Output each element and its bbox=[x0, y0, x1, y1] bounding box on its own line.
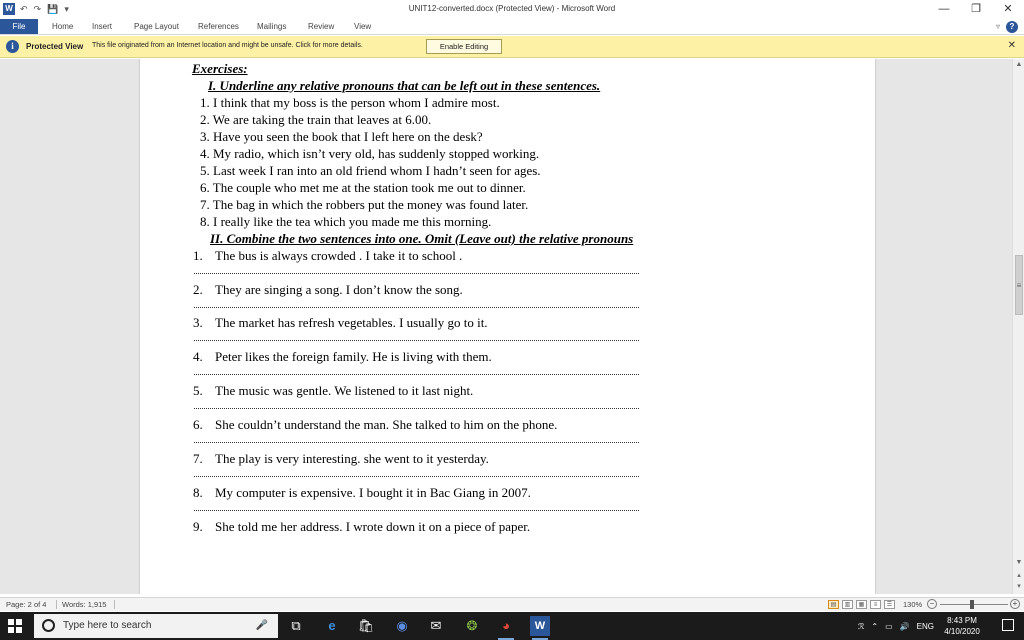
status-divider bbox=[114, 600, 115, 609]
scroll-grip-icon: ≡ bbox=[1016, 281, 1022, 290]
zoom-level[interactable]: 130% bbox=[903, 600, 923, 609]
section2-number: 6. bbox=[193, 417, 203, 432]
section1-item: 8. I really like the tea which you made me this morning. bbox=[200, 214, 492, 229]
search-placeholder: Type here to search bbox=[63, 620, 152, 631]
zoom-slider-thumb[interactable] bbox=[970, 600, 974, 609]
redo-icon[interactable]: ↷ bbox=[33, 4, 42, 14]
info-icon: i bbox=[6, 40, 19, 53]
status-bar bbox=[0, 597, 1024, 611]
answer-line bbox=[194, 373, 639, 375]
word-app-icon[interactable]: W bbox=[3, 3, 15, 15]
view-buttons bbox=[828, 600, 895, 609]
section2-item: My computer is expensive. I bought it in Bac Giang in 2007. bbox=[215, 485, 531, 500]
help-icon[interactable]: ? bbox=[1006, 21, 1018, 33]
customize-qat-icon[interactable]: ▾ bbox=[64, 4, 69, 14]
protected-view-bar bbox=[0, 36, 1024, 58]
tab-insert[interactable]: Insert bbox=[92, 22, 113, 31]
mail-icon[interactable]: ✉ bbox=[430, 618, 442, 633]
section2-number: 1. bbox=[193, 248, 203, 263]
windows-taskbar bbox=[0, 612, 1024, 640]
section1-item: 3. Have you seen the book that I left here on the desk? bbox=[200, 129, 483, 144]
web-layout-view-icon[interactable]: ▦ bbox=[856, 600, 867, 609]
protected-view-label: Protected View bbox=[26, 42, 84, 51]
task-view-icon[interactable]: ⧉ bbox=[291, 618, 301, 633]
tab-page-layout[interactable]: Page Layout bbox=[134, 22, 179, 31]
zoom-slider[interactable] bbox=[940, 604, 1008, 605]
document-area[interactable] bbox=[0, 59, 1012, 594]
language-indicator[interactable]: ENG bbox=[916, 621, 934, 631]
tray-expand-icon[interactable]: ⌃ bbox=[871, 621, 879, 631]
previous-page-icon[interactable]: ▴ bbox=[1017, 572, 1021, 579]
section2-heading: II. Combine the two sentences into one. Omit (Leave out) the relative pronouns bbox=[210, 231, 634, 246]
tab-mailings[interactable]: Mailings bbox=[257, 22, 287, 31]
answer-line bbox=[194, 441, 639, 443]
section1-item: 1. I think that my boss is the person whom I admire most. bbox=[200, 95, 500, 110]
section2-number: 4. bbox=[193, 349, 203, 364]
section1-item: 5. Last week I ran into an old friend whom I hadn’t seen for ages. bbox=[200, 163, 541, 178]
section1-item: 2. We are taking the train that leaves at 6.00. bbox=[200, 112, 432, 127]
tab-view[interactable]: View bbox=[354, 22, 372, 31]
undo-icon[interactable]: ↶ bbox=[20, 4, 28, 14]
windows-start-icon[interactable] bbox=[8, 619, 22, 633]
save-icon[interactable]: 💾 bbox=[47, 4, 59, 14]
scroll-down-icon[interactable]: ▼ bbox=[1015, 559, 1023, 566]
outline-view-icon[interactable]: ≡ bbox=[870, 600, 881, 609]
tab-home[interactable]: Home bbox=[52, 22, 74, 31]
word-taskbar-icon[interactable]: W bbox=[530, 616, 550, 636]
section1-heading: I. Underline any relative pronouns that can be left out in these sentences. bbox=[208, 78, 601, 93]
section2-item: The market has refresh vegetables. I usually go to it. bbox=[215, 315, 488, 330]
section2-item: The music was gentle. We listened to it last night. bbox=[215, 383, 474, 398]
cortana-icon bbox=[42, 619, 55, 632]
tab-review[interactable]: Review bbox=[308, 22, 335, 31]
section2-number: 2. bbox=[193, 282, 203, 297]
section2-number: 3. bbox=[193, 315, 203, 330]
section2-item: The bus is always crowded . I take it to school . bbox=[215, 248, 463, 263]
tab-file[interactable]: File bbox=[0, 19, 38, 34]
print-layout-view-icon[interactable]: ▤ bbox=[828, 600, 839, 609]
answer-line bbox=[194, 509, 639, 511]
tab-references[interactable]: References bbox=[198, 22, 239, 31]
answer-line bbox=[194, 306, 639, 308]
store-icon[interactable]: 🛍 bbox=[357, 618, 375, 633]
zoom-out-button[interactable]: − bbox=[927, 599, 937, 609]
clock-time: 8:43 PM bbox=[947, 616, 977, 625]
section2-item: She told me her address. I wrote down it on a piece of paper. bbox=[215, 519, 531, 534]
section2-item: Peter likes the foreign family. He is living with them. bbox=[215, 349, 492, 364]
section2-number: 9. bbox=[193, 519, 203, 534]
protected-view-message[interactable]: This file originated from an Internet location and might be unsafe. Click for more details. bbox=[92, 42, 363, 49]
taskbar-clock[interactable] bbox=[938, 615, 986, 637]
next-page-icon[interactable]: ▾ bbox=[1017, 583, 1021, 590]
ribbon-tabs bbox=[0, 19, 1024, 35]
scroll-up-icon[interactable]: ▲ bbox=[1015, 61, 1023, 68]
window-controls bbox=[928, 0, 1024, 19]
answer-line bbox=[194, 339, 639, 341]
exercises-heading: Exercises: bbox=[192, 61, 248, 76]
section2-number: 8. bbox=[193, 485, 203, 500]
green-app-icon[interactable]: ❂ bbox=[466, 618, 478, 633]
action-center-icon[interactable] bbox=[1002, 619, 1014, 631]
section2-item: She couldn’t understand the man. She talked to him on the phone. bbox=[215, 417, 558, 432]
app-circle-icon[interactable]: ◉ bbox=[396, 618, 408, 633]
minimize-button[interactable]: — bbox=[938, 3, 950, 15]
volume-icon[interactable]: 🔊 bbox=[899, 621, 910, 631]
section2-number: 7. bbox=[193, 451, 203, 466]
clock-date: 4/10/2020 bbox=[944, 627, 980, 636]
ribbon-collapse-icon[interactable]: ▿ bbox=[995, 22, 1000, 31]
full-screen-reading-view-icon[interactable]: ▥ bbox=[842, 600, 853, 609]
window-title: UNIT12-converted.docx (Protected View) - Microsoft Word bbox=[408, 4, 616, 13]
restore-button[interactable]: ❐ bbox=[971, 3, 981, 15]
section2-number: 5. bbox=[193, 383, 203, 398]
word-count[interactable]: Words: 1,915 bbox=[62, 600, 107, 609]
section1-item: 7. The bag in which the robbers put the money was found later. bbox=[200, 197, 529, 212]
taskbar-search-box[interactable] bbox=[34, 614, 278, 638]
status-divider bbox=[56, 600, 57, 609]
close-button[interactable]: ✕ bbox=[1003, 3, 1013, 15]
draft-view-icon[interactable]: ☰ bbox=[884, 600, 895, 609]
section1-item: 6. The couple who met me at the station took me out to dinner. bbox=[200, 180, 526, 195]
answer-line bbox=[194, 407, 639, 409]
section2-item: They are singing a song. I don’t know the song. bbox=[215, 282, 463, 297]
answer-line bbox=[194, 475, 639, 477]
system-tray bbox=[858, 612, 934, 640]
section2-item: The play is very interesting. she went to it yesterday. bbox=[215, 451, 489, 466]
microphone-icon[interactable]: 🎤 bbox=[255, 620, 268, 631]
zoom-in-button[interactable]: + bbox=[1010, 599, 1020, 609]
document-page[interactable] bbox=[140, 59, 875, 594]
ribbon-right-controls bbox=[996, 21, 1018, 33]
section1-item: 4. My radio, which isn’t very old, has suddenly stopped working. bbox=[200, 146, 540, 161]
edge-browser-icon[interactable]: e bbox=[328, 618, 336, 633]
network-icon[interactable]: ▭ bbox=[885, 621, 893, 631]
chrome-browser-icon[interactable]: ◕ bbox=[496, 616, 516, 636]
people-icon[interactable]: ℛ bbox=[858, 621, 865, 631]
vertical-scrollbar[interactable] bbox=[1012, 59, 1024, 594]
close-bar-icon[interactable]: ✕ bbox=[1007, 40, 1016, 51]
enable-editing-button[interactable]: Enable Editing bbox=[426, 39, 502, 54]
page-count[interactable]: Page: 2 of 4 bbox=[6, 600, 47, 609]
answer-line bbox=[194, 272, 639, 274]
title-bar bbox=[0, 0, 1024, 19]
